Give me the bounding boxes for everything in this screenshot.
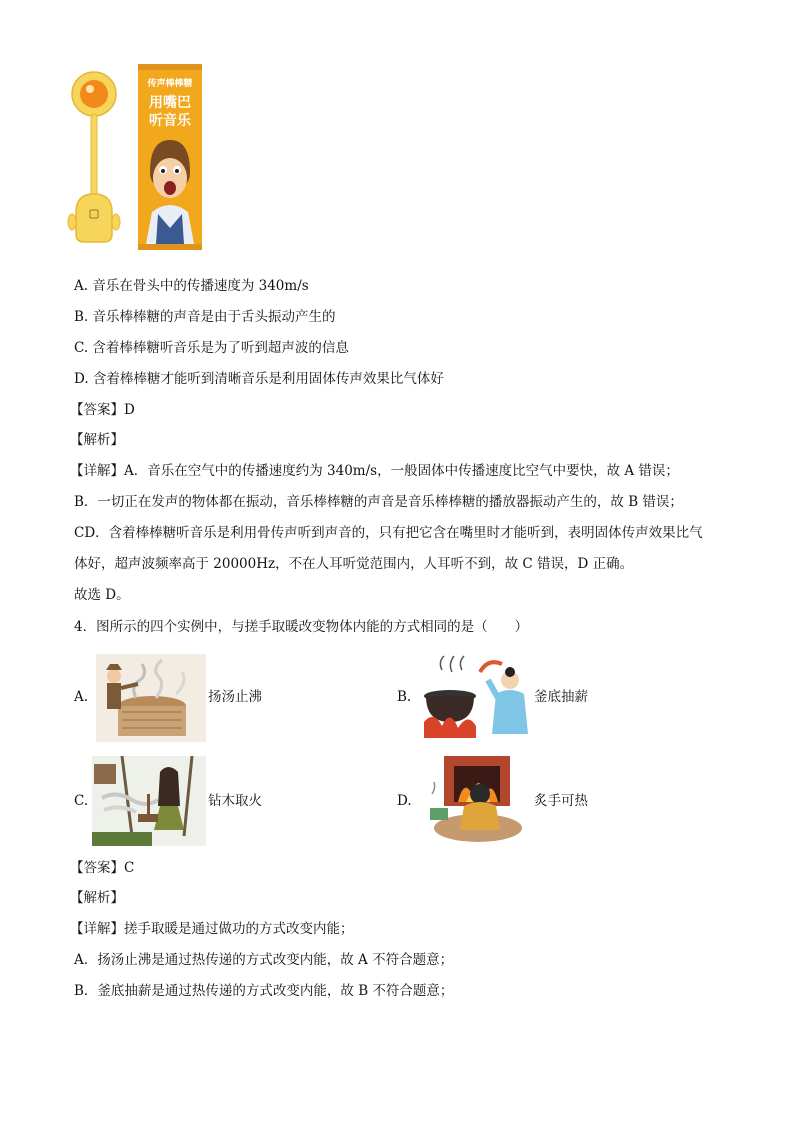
q4-option-c-image bbox=[92, 756, 206, 846]
q3-detail-3: CD．含着棒棒糖听音乐是利用骨传声听到声音的，只有把它含在嘴里时才能听到，表明固体传声效果比气 bbox=[74, 525, 703, 541]
q3-option-b: B. 音乐棒棒糖的声音是由于舌头振动产生的 bbox=[74, 309, 336, 325]
drill-wood-fire-illustration bbox=[92, 756, 206, 846]
package-text-line3: 听音乐 bbox=[149, 113, 191, 129]
package-text-line1: 传声棒棒糖 bbox=[147, 79, 193, 89]
q4-option-d-letter: D. bbox=[397, 793, 412, 809]
package-text-line2: 用嘴巴 bbox=[149, 95, 191, 111]
q4-detail-2: A．扬汤止沸是通过热传递的方式改变内能，故 A 不符合题意； bbox=[74, 952, 454, 968]
q4-option-c-letter: C. bbox=[74, 793, 89, 809]
pot-fire-illustration bbox=[418, 652, 532, 742]
lollipop-figure bbox=[66, 62, 212, 252]
q3-option-a: A. 音乐在骨头中的传播速度为 340m/s bbox=[74, 278, 309, 294]
q4-option-a-letter: A. bbox=[74, 689, 89, 705]
q3-option-d: D. 含着棒棒糖才能听到清晰音乐是利用固体传声效果比气体好 bbox=[74, 371, 444, 387]
hands-by-fire-illustration bbox=[424, 754, 532, 844]
q4-option-a-caption: 扬汤止沸 bbox=[208, 689, 262, 705]
q4-answer: 【答案】C bbox=[70, 860, 135, 876]
q3-detail-5: 故选 D。 bbox=[74, 587, 130, 603]
q4-option-d-caption: 炙手可热 bbox=[534, 793, 588, 809]
q4-detail-3: B．釜底抽薪是通过热传递的方式改变内能，故 B 不符合题意； bbox=[74, 983, 454, 999]
q3-detail-4: 体好，超声波频率高于 20000Hz，不在人耳听觉范围内，人耳听不到，故 C 错误，D 正确。 bbox=[74, 556, 634, 572]
q4-analysis-label: 【解析】 bbox=[70, 890, 124, 906]
q4-option-b-letter: B. bbox=[397, 689, 412, 705]
q3-analysis-label: 【解析】 bbox=[70, 432, 124, 448]
q4-stem: 4．图所示的四个实例中，与搓手取暖改变物体内能的方式相同的是（ ） bbox=[74, 619, 529, 635]
q4-option-b-caption: 釜底抽薪 bbox=[534, 689, 588, 705]
q3-detail-1: 【详解】A．音乐在空气中的传播速度约为 340m/s，一般固体中传播速度比空气中要快，故 A 错误； bbox=[70, 463, 679, 479]
q4-option-b-image bbox=[418, 652, 532, 742]
q3-option-c: C. 含着棒棒糖听音乐是为了听到超声波的信息 bbox=[74, 340, 349, 356]
q3-answer: 【答案】D bbox=[70, 402, 135, 418]
lollipop-illustration bbox=[66, 62, 212, 252]
q4-option-d-image bbox=[424, 754, 532, 844]
q4-option-a-image bbox=[96, 654, 206, 742]
q4-option-c-caption: 钻木取火 bbox=[208, 793, 262, 809]
boiling-soup-illustration bbox=[96, 654, 206, 742]
q3-detail-2: B．一切正在发声的物体都在振动，音乐棒棒糖的声音是音乐棒棒糖的播放器振动产生的，故 B 错误； bbox=[74, 494, 683, 510]
q4-detail-1: 【详解】搓手取暖是通过做功的方式改变内能； bbox=[70, 921, 354, 937]
